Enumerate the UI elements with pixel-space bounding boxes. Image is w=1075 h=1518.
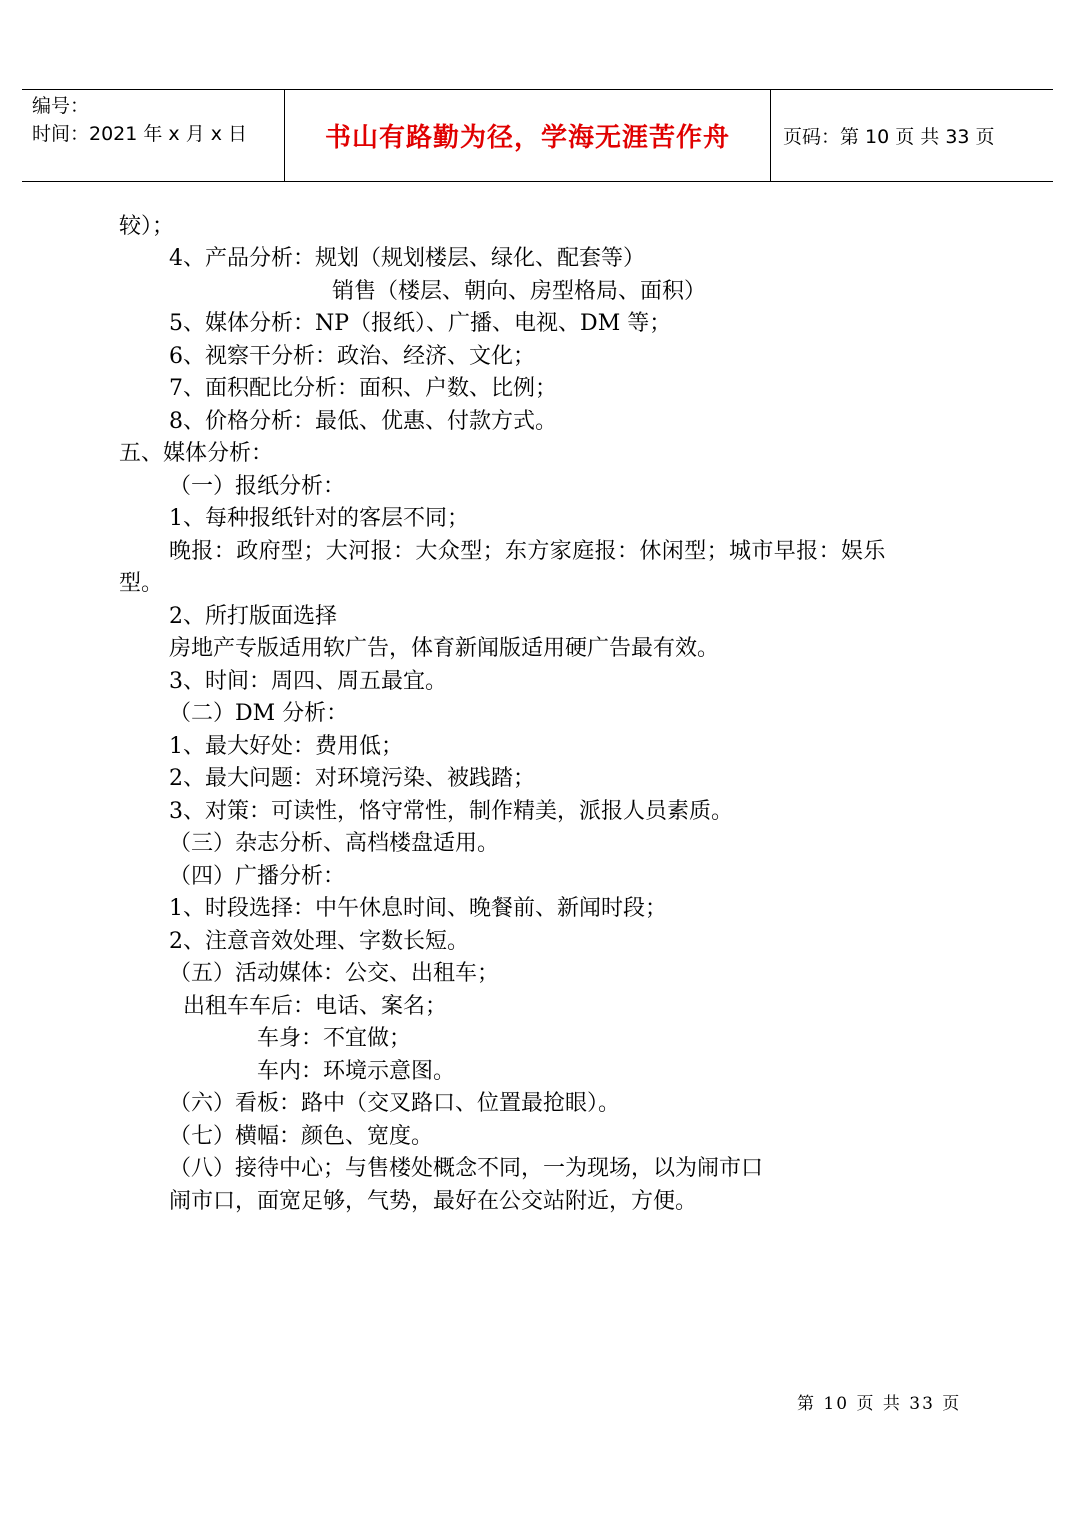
- header-info-cell: [22, 90, 285, 181]
- body-line: 销售（楼层、朝向、房型格局、面积）: [332, 279, 707, 304]
- header-motto-cell: [285, 90, 771, 181]
- body-line: 型。: [119, 571, 164, 596]
- body-line: 1、最大好处：费用低；: [169, 734, 403, 759]
- body-line: 晚报：政府型；大河报：大众型；东方家庭报：休闲型；城市早报：娱乐: [169, 539, 886, 564]
- header-number-label: 编号：: [32, 95, 90, 117]
- body-line: （一）报纸分析：: [169, 474, 346, 499]
- body-line: 2、最大问题：对环境污染、被践踏；: [169, 766, 535, 791]
- body-line: （八）接待中心；与售楼处概念不同，一为现场，以为闹市口: [169, 1156, 764, 1181]
- body-line: （五）活动媒体：公交、出租车；: [169, 961, 500, 986]
- body-line: 出租车车后：电话、案名；: [183, 994, 448, 1019]
- body-line: 房地产专版适用软广告，体育新闻版适用硬广告最有效。: [169, 636, 720, 661]
- body-line: （六）看板：路中（交叉路口、位置最抢眼）。: [169, 1091, 621, 1116]
- header-page-cell: [771, 90, 1053, 181]
- body-line: （二）DM 分析：: [169, 701, 349, 726]
- body-line: （四）广播分析：: [169, 864, 346, 889]
- header-motto: 书山有路勤为径，学海无涯苦作舟: [324, 123, 730, 153]
- header-page-code: 页码：第 10 页 共 33 页: [783, 126, 995, 148]
- page-footer: 第 10 页 共 33 页: [797, 1394, 962, 1414]
- body-line: 较）；: [119, 214, 175, 239]
- page-header: [22, 89, 1053, 182]
- body-line: 1、时段选择：中午休息时间、晚餐前、新闻时段；: [169, 896, 667, 921]
- body-line: 3、时间：周四、周五最宜。: [169, 669, 447, 694]
- body-line: （三）杂志分析、高档楼盘适用。: [169, 831, 500, 856]
- body-line: 7、面积配比分析：面积、户数、比例；: [169, 376, 557, 401]
- body-line: 3、对策：可读性，恪守常性，制作精美，派报人员素质。: [169, 799, 733, 824]
- body-line: 5、媒体分析：NP（报纸）、广播、电视、DM 等；: [169, 311, 672, 336]
- body-line: 1、每种报纸针对的客层不同；: [169, 506, 469, 531]
- body-line: 2、注意音效处理、字数长短。: [169, 929, 469, 954]
- body-line: 6、视察干分析：政治、经济、文化；: [169, 344, 535, 369]
- body-line: （七）横幅：颜色、宽度。: [169, 1124, 434, 1149]
- body-line: 8、价格分析：最低、优惠、付款方式。: [169, 409, 557, 434]
- body-line: 车身：不宜做；: [257, 1026, 412, 1051]
- body-line: 2、所打版面选择: [169, 604, 337, 629]
- body-line: 车内：环境示意图。: [257, 1059, 456, 1084]
- section-heading: 五、媒体分析：: [119, 441, 274, 466]
- body-line: 4、产品分析：规划（规划楼层、绿化、配套等）: [169, 246, 645, 271]
- body-line: 闹市口，面宽足够，气势，最好在公交站附近，方便。: [169, 1189, 698, 1214]
- header-time-label: 时间：2021 年 x 月 x 日: [32, 123, 248, 145]
